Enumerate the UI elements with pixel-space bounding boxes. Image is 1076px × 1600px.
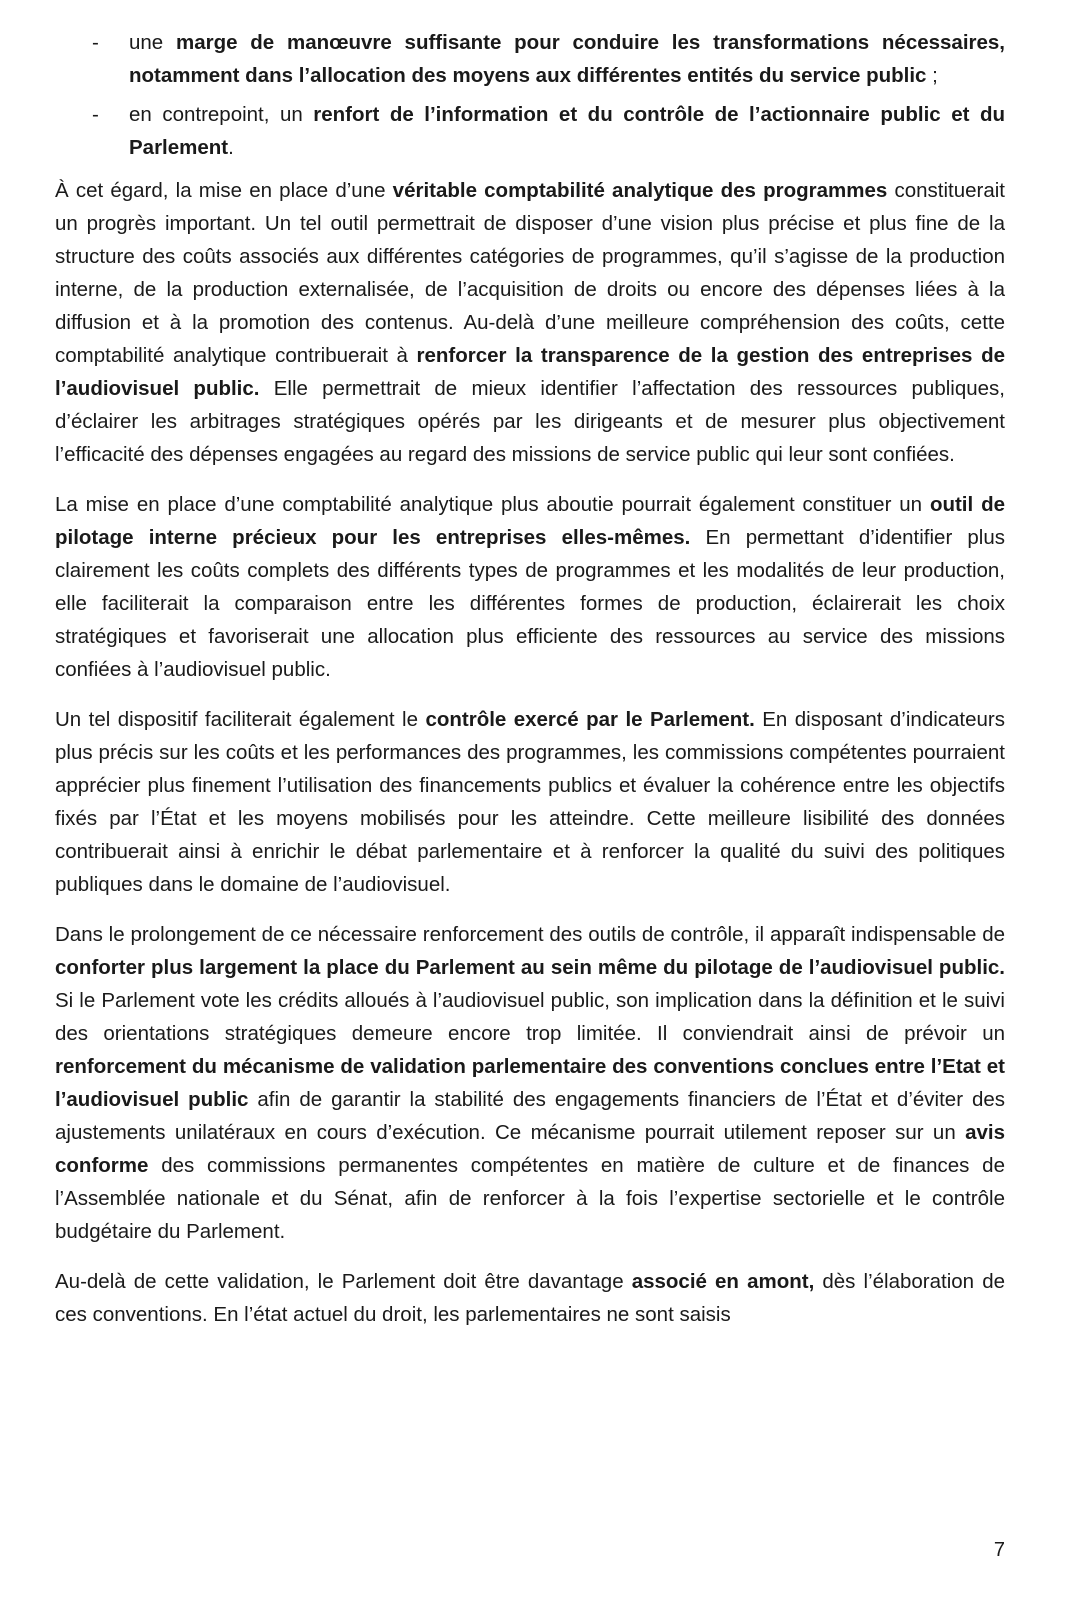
text-run: une: [129, 31, 176, 54]
text-run: constituerait un progrès important. Un tel outil permettrait de disposer d’une vision plus précise et plus fine de la structure des coûts associés aux différentes catégories de programmes, qu’il s’agisse de la production interne, de la production externalisée, de l’acquisition de droits ou encore des dépenses liées à la diffusion et à la promotion des contenus. Au-delà d’une meilleure compréhension des coûts, cette comptabilité analytique contribuerait à: [55, 179, 1005, 367]
bullet-text: [129, 31, 1005, 87]
bold-text-run: associé en amont,: [631, 1270, 815, 1293]
text-run: dès l’élaboration de ces conventions. En l’état actuel du droit, les parlementaires ne sont saisis: [55, 1270, 1005, 1326]
text-run: Elle permettrait de mieux identifier l’affectation des ressources publiques, d’éclairer les arbitrages stratégiques opérés par les dirigeants et de mesurer plus objectivement l’efficacité des dépenses engagées au regard des missions de service public qui leur sont confiées.: [55, 377, 1005, 466]
bullet-dash: -: [92, 31, 99, 54]
text-run: En permettant d’identifier plus clairement les coûts complets des différents types de programmes et les modalités de leur production, elle faciliterait la comparaison entre les différentes formes de production, éclairerait les choix stratégiques et favoriserait une allocation plus efficiente des ressources au service des missions confiées à l’audiovisuel public.: [55, 526, 1006, 681]
text-run: Si le Parlement vote les crédits alloués à l’audiovisuel public, son implication dans la définition et le suivi des orientations stratégiques demeure encore trop limitée. Il conviendrait ainsi de prévoir un: [55, 989, 1005, 1045]
text-run: La mise en place d’une comptabilité analytique plus aboutie pourrait également constituer un: [55, 493, 930, 516]
bold-text-run: outil de pilotage interne précieux pour les entreprises elles-mêmes.: [55, 493, 1005, 549]
bold-text-run: renforcement du mécanisme de validation parlementaire des conventions conclues entre l’Etat et l’audiovisuel public: [55, 1055, 1005, 1111]
bullet-item: [55, 98, 1005, 164]
paragraph: [55, 488, 1005, 686]
paragraph: [55, 174, 1005, 471]
page-number: 7: [993, 1539, 1005, 1561]
paragraph: [55, 703, 1005, 901]
bullet-dash: -: [92, 103, 99, 126]
text-run: .: [228, 136, 234, 159]
text-run: Au-delà de cette validation, le Parlement doit être davantage: [55, 1270, 632, 1293]
paragraph: [55, 1265, 1005, 1331]
page-content: [55, 26, 1005, 1348]
text-run: en contrepoint, un: [129, 103, 314, 126]
text-run: Dans le prolongement de ce nécessaire renforcement des outils de contrôle, il apparaît indispensable de: [55, 923, 1005, 946]
text-run: des commissions permanentes compétentes en matière de culture et de finances de l’Assemblée nationale et du Sénat, afin de renforcer à la fois l’expertise sectorielle et le contrôle budgétaire du Parlement.: [55, 1154, 1005, 1243]
bold-text-run: marge de manœuvre suffisante pour conduire les transformations nécessaires, notamment dans l’allocation des moyens aux différentes entités du service public: [129, 31, 1005, 87]
bold-text-run: véritable comptabilité analytique des programmes: [392, 179, 888, 202]
bold-text-run: contrôle exercé par le Parlement.: [425, 708, 755, 731]
bold-text-run: renforcer la transparence de la gestion des entreprises de l’audiovisuel public.: [55, 344, 1005, 400]
text-run: ;: [926, 64, 938, 87]
bullet-item: [55, 26, 1005, 92]
paragraph: [55, 918, 1005, 1248]
text-run: Un tel dispositif faciliterait également le: [55, 708, 426, 731]
text-run: afin de garantir la stabilité des engagements financiers de l’État et d’éviter des ajustements unilatéraux en cours d’exécution. Ce mécanisme pourrait utilement reposer sur un: [55, 1088, 1005, 1144]
bold-text-run: renfort de l’information et du contrôle de l’actionnaire public et du Parlement: [129, 103, 1005, 159]
bold-text-run: avis conforme: [55, 1121, 1005, 1177]
bullet-text: [129, 103, 1005, 159]
text-run: À cet égard, la mise en place d’une: [55, 179, 393, 202]
bullet-list: [55, 26, 1005, 164]
text-run: En disposant d’indicateurs plus précis sur les coûts et les performances des programmes, les commissions compétentes pourraient apprécier plus finement l’utilisation des financements publics et évaluer la cohérence entre les objectifs fixés par l’État et les moyens mobilisés pour les atteindre. Cette meilleure lisibilité des données contribuerait ainsi à enrichir le débat parlementaire et à renforcer la qualité du suivi des politiques publiques dans le domaine de l’audiovisuel.: [55, 708, 1006, 896]
bold-text-run: conforter plus largement la place du Parlement au sein même du pilotage de l’audiovisuel public.: [55, 956, 1005, 979]
